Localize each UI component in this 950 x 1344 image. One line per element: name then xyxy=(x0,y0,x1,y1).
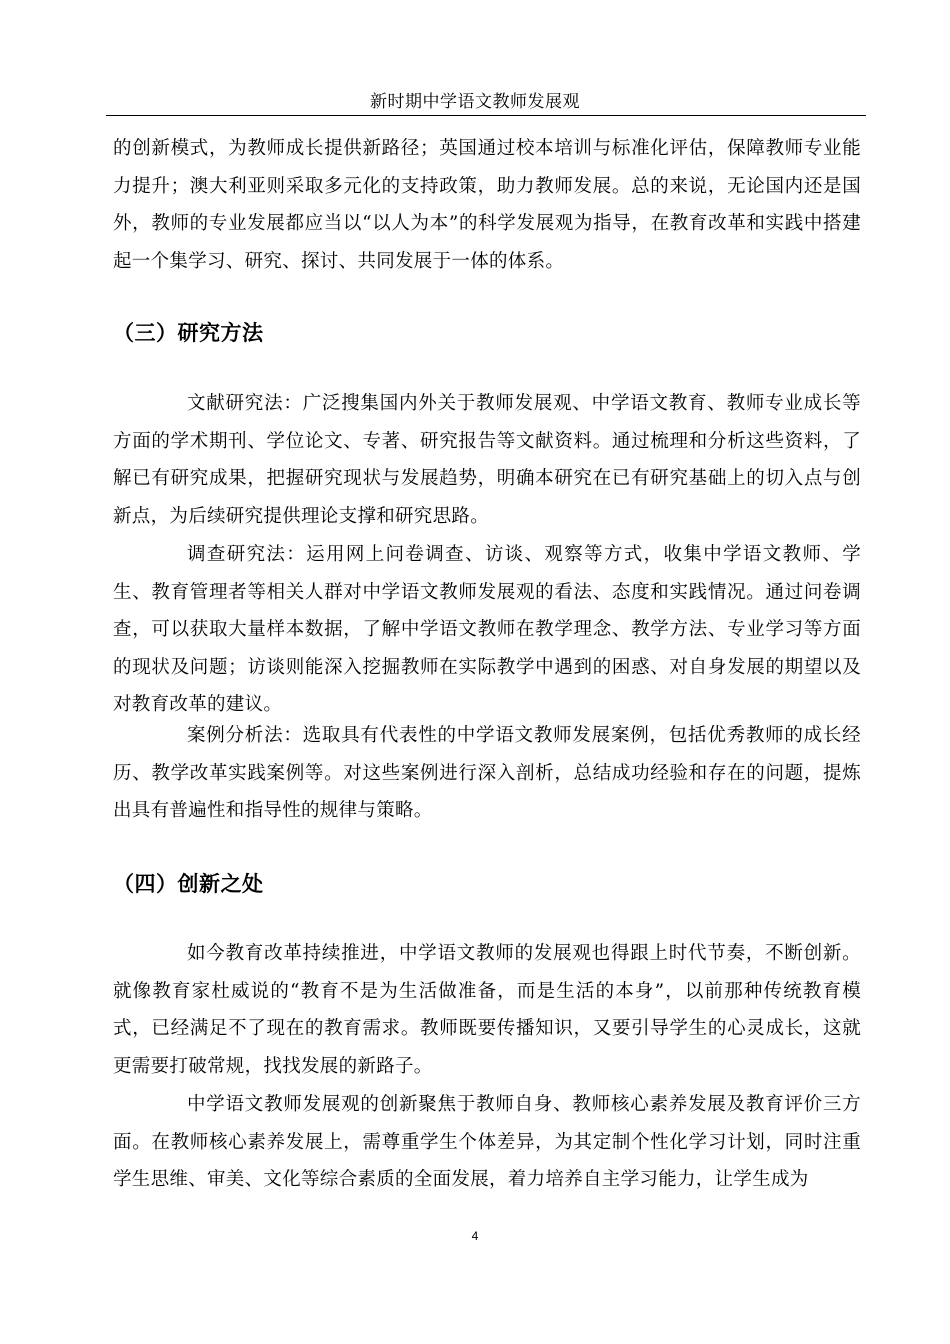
body-paragraph-innovation-intro: 如今教育改革持续推进，中学语文教师的发展观也得跟上时代节奏，不断创新。就像教育家杜威说的“教育不是为生活做准备，而是生活的本身”，以前那种传统教育模式，已经满足不了现在的教育需求。教师既要传播知识，又要引导学生的心灵成长，这就更需要打破常规，找找发展的新路子。 xyxy=(113,943,861,1077)
section-heading-innovations: （四）创新之处 xyxy=(113,872,264,896)
body-paragraph-continuation: 的创新模式，为教师成长提供新路径；英国通过校本培训与标准化评估，保障教师专业能力提升；澳大利亚则采取多元化的支持政策，助力教师发展。总的来说，无论国内还是国外，教师的专业发展都应当以“以人为本”的科学发展观为指导，在教育改革和实践中搭建起一个集学习、研究、探讨、共同发展于一体的体系。 xyxy=(113,138,861,272)
page-number: 4 xyxy=(471,1229,479,1243)
body-paragraph-innovation-focus: 中学语文教师发展观的创新聚焦于教师自身、教师核心素养发展及教育评价三方面。在教师核心素养发展上，需尊重学生个体差异，为其定制个性化学习计划，同时注重学生思维、审美、文化等综合素质的全面发展，着力培养自主学习能力，让学生成为 xyxy=(113,1094,861,1190)
section-heading-research-methods: （三）研究方法 xyxy=(113,321,264,345)
header-title: 新时期中学语文教师发展观 xyxy=(370,92,580,112)
body-paragraph-literature-method: 文献研究法：广泛搜集国内外关于教师发展观、中学语文教育、教师专业成长等方面的学术期刊、学位论文、专著、研究报告等文献资料。通过梳理和分析这些资料，了解已有研究成果，把握研究现状与发展趋势，明确本研究在已有研究基础上的切入点与创新点，为后续研究提供理论支撑和研究思路。 xyxy=(113,393,861,527)
body-paragraph-survey-method: 调查研究法：运用网上问卷调查、访谈、观察等方式，收集中学语文教师、学生、教育管理者等相关人群对中学语文教师发展观的看法、态度和实践情况。通过问卷调查，可以获取大量样本数据，了解中学语文教师在教学理念、教学方法、专业学习等方面的现状及问题；访谈则能深入挖掘教师在实际教学中遇到的困惑、对自身发展的期望以及对教育改革的建议。 xyxy=(113,544,861,715)
body-paragraph-case-method: 案例分析法：选取具有代表性的中学语文教师发展案例，包括优秀教师的成长经历、教学改革实践案例等。对这些案例进行深入剖析，总结成功经验和存在的问题，提炼出具有普遍性和指导性的规律与策略。 xyxy=(113,725,861,821)
header-divider xyxy=(106,115,866,116)
